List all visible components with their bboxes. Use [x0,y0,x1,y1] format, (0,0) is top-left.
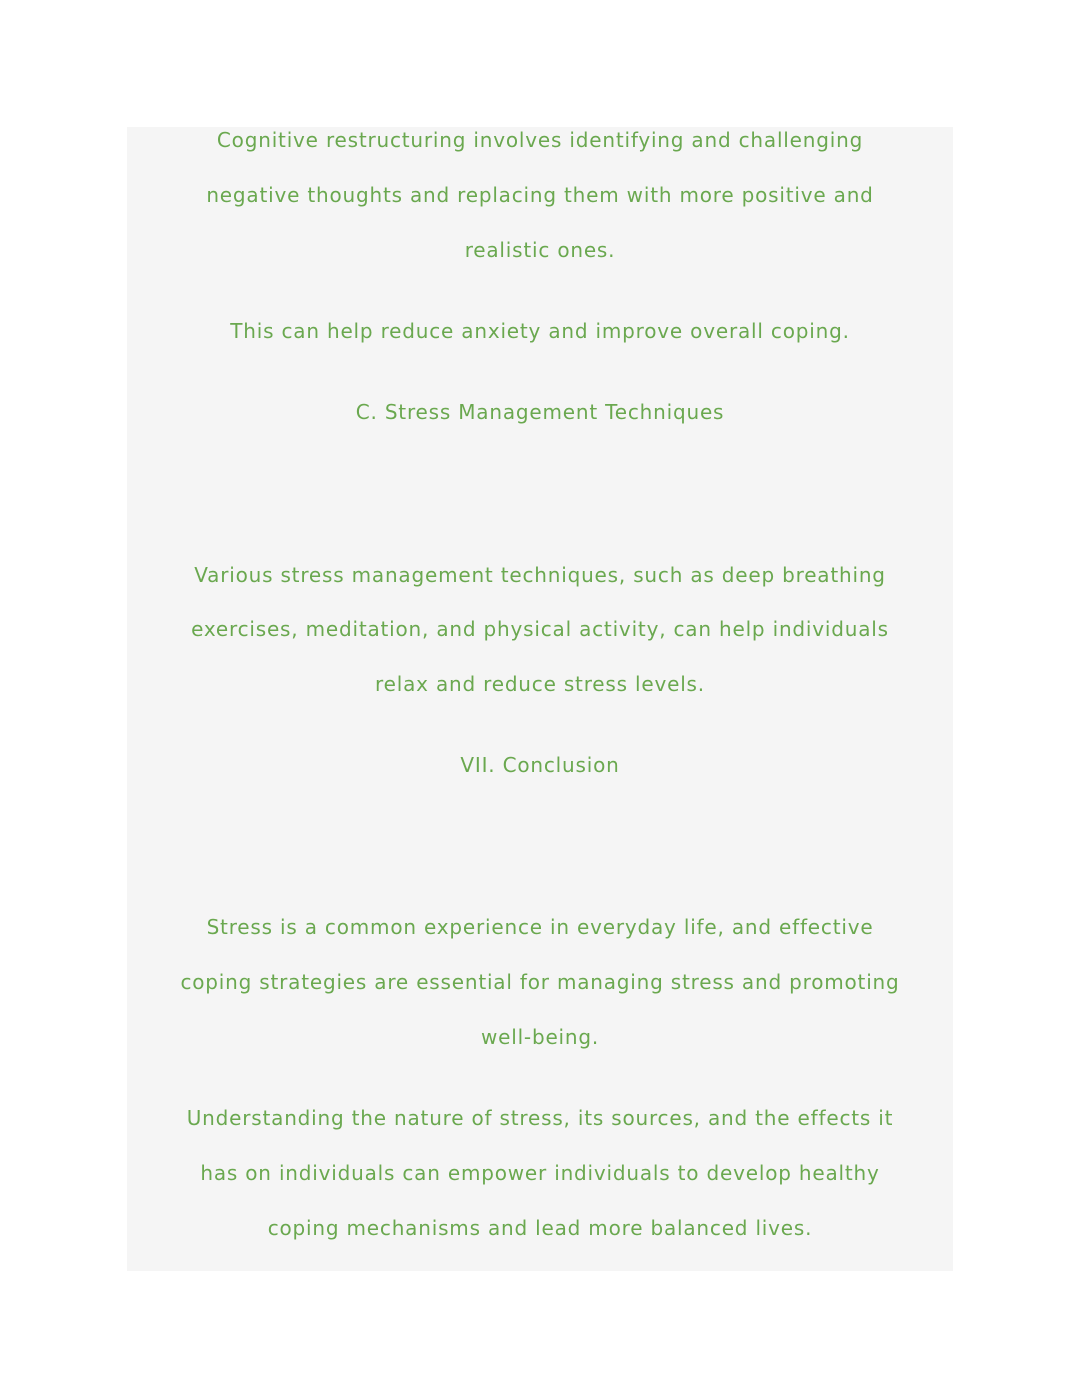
document-page [127,127,953,1271]
paragraph-cognitive-restructuring-line-2: negative thoughts and replacing them with more positive and [206,183,874,207]
paragraph-techniques-line-3: relax and reduce stress levels. [375,672,705,696]
paragraph-conclusion-line-1: Stress is a common experience in everyday life, and effective [206,915,874,939]
paragraph-cognitive-restructuring-line-3: realistic ones. [464,238,616,262]
paragraph-conclusion-line-3: well-being. [480,1025,600,1049]
paragraph-understanding-line-1: Understanding the nature of stress, its sources, and the effects it [186,1106,894,1130]
paragraph-techniques-line-2: exercises, meditation, and physical activity, can help individuals [191,617,889,641]
paragraph-reduce-anxiety: This can help reduce anxiety and improve overall coping. [230,319,850,343]
paragraph-techniques-line-1: Various stress management techniques, such as deep breathing [194,563,886,587]
heading-stress-management-techniques: C. Stress Management Techniques [355,400,725,424]
paragraph-understanding-line-3: coping mechanisms and lead more balanced lives. [267,1216,813,1240]
heading-conclusion: VII. Conclusion [460,753,620,777]
paragraph-cognitive-restructuring-line-1: Cognitive restructuring involves identifying and challenging [216,128,864,152]
paragraph-conclusion-line-2: coping strategies are essential for managing stress and promoting [180,970,900,994]
paragraph-understanding-line-2: has on individuals can empower individuals to develop healthy [200,1161,880,1185]
